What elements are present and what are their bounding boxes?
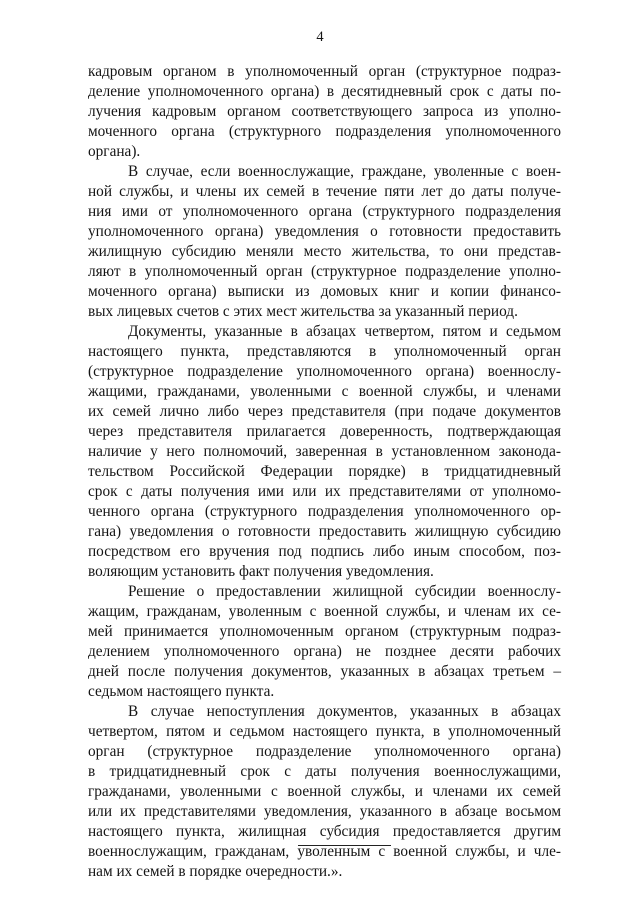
- text-line: деление уполномоченного органа) в десятидневный срок с даты по-: [88, 83, 561, 100]
- text-line: через представителя прилагается доверенность, подтверждающая: [88, 423, 561, 440]
- text-line: в тридцатидневный срок с даты получения военнослужащими,: [88, 763, 561, 780]
- text-line: кадровым органом в уполномоченный орган (структурное подраз-: [88, 63, 561, 80]
- text-line: настоящего пункта, жилищная субсидия предоставляется другим: [88, 823, 561, 840]
- text-line: ния ими от уполномоченного органа (структурного подразделения: [88, 203, 561, 220]
- text-line: гражданами, уволенными с военной службы, и членами их семей: [88, 783, 561, 800]
- text-line: жащими, гражданами, уволенными с военной службы, и членами: [88, 383, 561, 400]
- text-line: их семей лично либо через представителя (при подаче документов: [88, 403, 561, 420]
- text-line: наличие у него полномочий, заверенная в установленном законода-: [88, 443, 561, 460]
- text-line: орган (структурное подразделение уполномоченного органа): [88, 743, 561, 760]
- text-line: моченного органа (структурного подразделения уполномоченного: [88, 123, 561, 140]
- text-line: жилищную субсидию меняли место жительства, то они представ-: [88, 243, 561, 260]
- text-line: делением уполномоченного органа) не позднее десяти рабочих: [88, 643, 561, 660]
- text-line: уполномоченного органа) уведомления о готовности предоставить: [88, 223, 561, 240]
- text-line: ляют в уполномоченный орган (структурное подразделение уполно-: [88, 263, 561, 280]
- text-line: воляющим установить факт получения уведомления.: [88, 563, 434, 580]
- text-line: В случае непоступления документов, указанных в абзацах: [128, 703, 561, 720]
- text-line: посредством его вручения под подпись либо иным способом, поз-: [88, 543, 561, 560]
- text-line: четвертом, пятом и седьмом настоящего пункта, в уполномоченный: [88, 723, 561, 740]
- text-line: нам их семей в порядке очередности.».: [88, 863, 343, 880]
- text-line: военнослужащим, гражданам, уволенным с военной службы, и чле-: [88, 843, 561, 860]
- text-line: моченного органа) выписки из домовых книг и копии финансо-: [88, 283, 561, 300]
- text-line: срок с даты получения ими или их представителями от уполномо-: [88, 483, 561, 500]
- text-line: седьмом настоящего пункта.: [88, 683, 275, 700]
- text-line: органа).: [88, 143, 141, 160]
- text-line: ной службы, и члены их семей в течение пяти лет до даты получе-: [88, 183, 561, 200]
- page-number: 4: [316, 29, 324, 45]
- text-line: (структурное подразделение уполномоченного органа) военнослу-: [88, 363, 561, 380]
- text-line: гана) уведомления о готовности предоставить жилищную субсидию: [88, 523, 561, 540]
- text-line: дней после получения документов, указанных в абзацах третьем –: [88, 663, 561, 680]
- text-line: настоящего пункта, представляются в уполномоченный орган: [88, 343, 561, 360]
- text-line: или их представителями уведомления, указанного в абзаце восьмом: [88, 803, 561, 820]
- text-line: тельством Российской Федерации порядке) в тридцатидневный: [88, 463, 561, 480]
- end-separator-line: [298, 845, 391, 846]
- text-line: жащим, гражданам, уволенным с военной службы, и членам их се-: [88, 603, 561, 620]
- text-line: Документы, указанные в абзацах четвертом, пятом и седьмом: [128, 323, 561, 340]
- text-line: В случае, если военнослужащие, граждане, уволенные с воен-: [128, 163, 561, 180]
- text-line: мей принимается уполномоченным органом (структурным подраз-: [88, 623, 561, 640]
- text-line: лучения кадровым органом соответствующего запроса из уполно-: [88, 103, 561, 120]
- text-line: ченного органа (структурного подразделения уполномоченного ор-: [88, 503, 561, 520]
- text-line: вых лицевых счетов с этих мест жительства за указанный период.: [88, 303, 518, 320]
- text-line: Решение о предоставлении жилищной субсидии военнослу-: [128, 583, 561, 600]
